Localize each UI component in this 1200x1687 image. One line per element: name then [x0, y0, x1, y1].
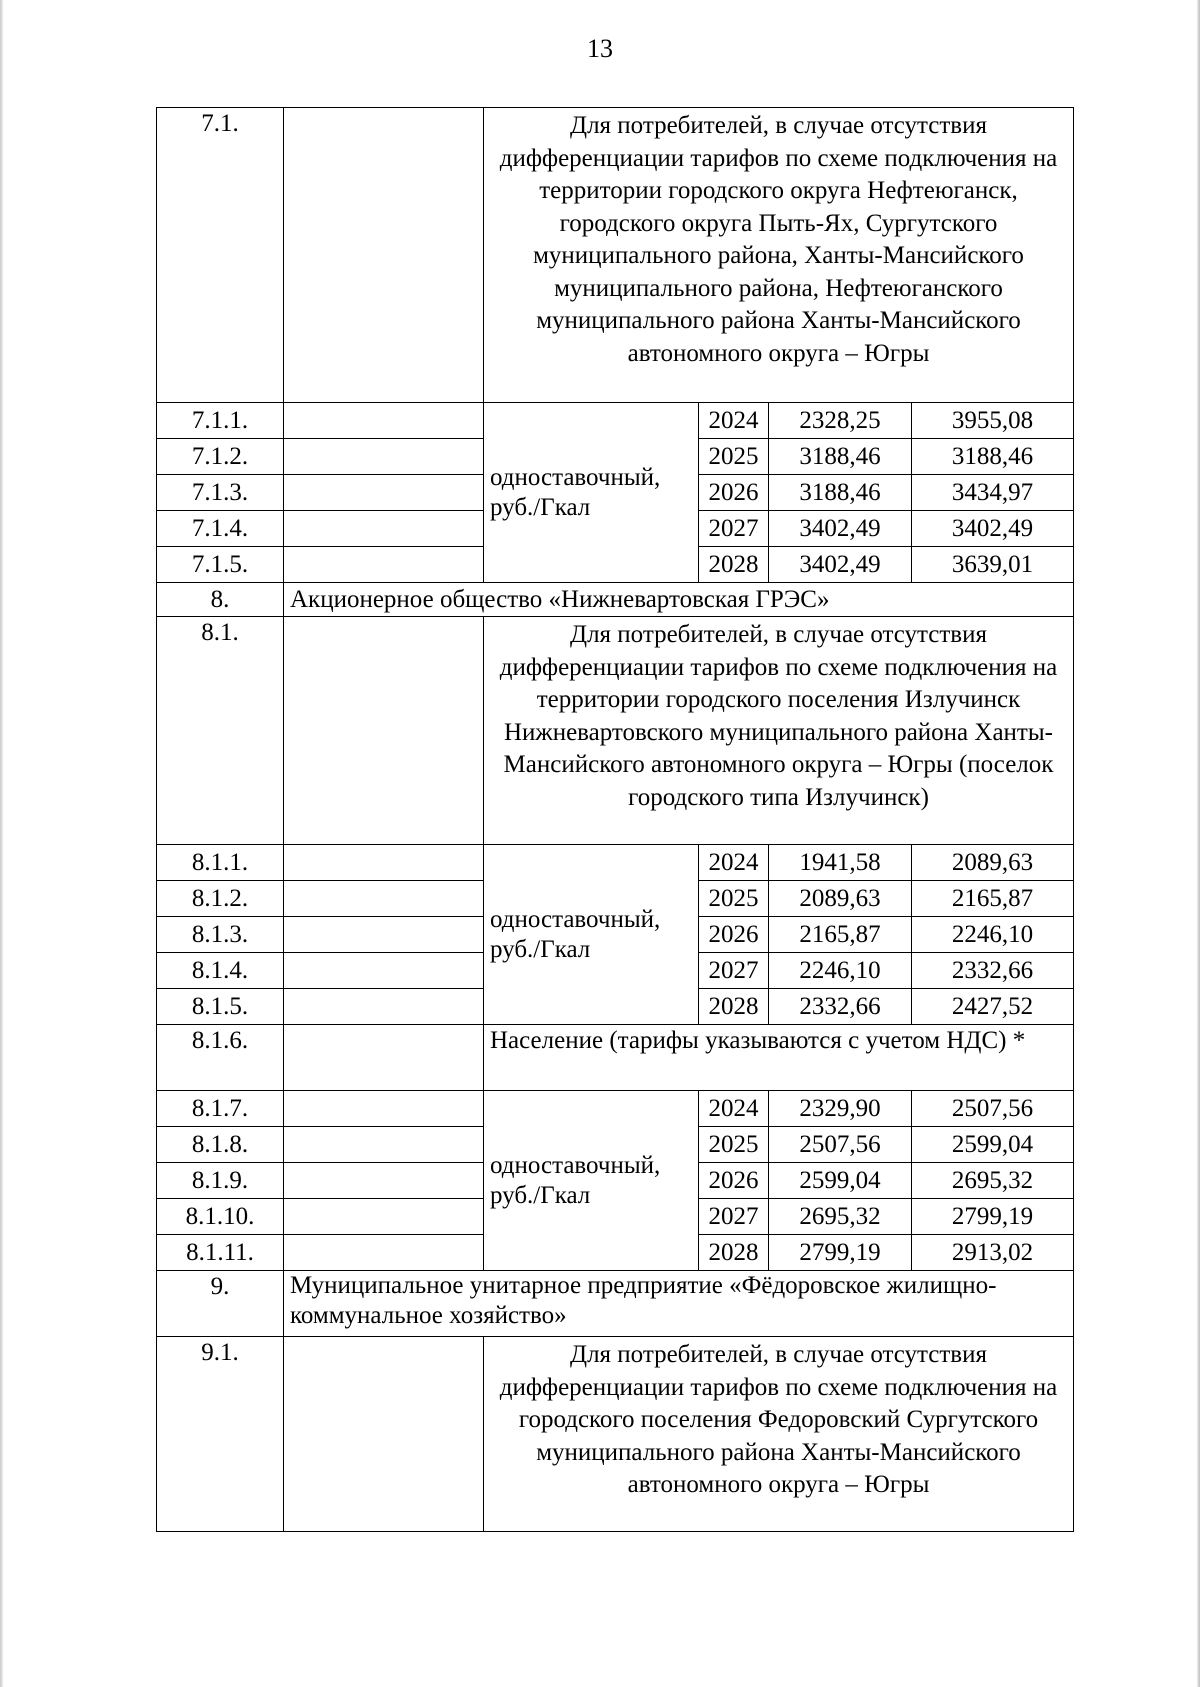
tariff-second-half: 2695,32	[912, 1163, 1074, 1199]
row-number: 7.1.1.	[157, 403, 284, 439]
row-number: 8.1.8.	[157, 1127, 284, 1163]
tariff-first-half: 2695,32	[769, 1199, 912, 1235]
organization-name: Акционерное общество «Нижневартовская ГРЭС»	[284, 583, 1074, 617]
row-number: 7.1.4.	[157, 511, 284, 547]
tariff-second-half: 2599,04	[912, 1127, 1074, 1163]
empty-cell	[284, 439, 484, 475]
tariff-first-half: 2165,87	[769, 917, 912, 953]
row-number: 8.1.5.	[157, 989, 284, 1025]
year-cell: 2025	[699, 439, 769, 475]
consumer-group-description: Для потребителей, в случае отсутствия дифференциации тарифов по схеме подключения на территории городского округа Нефтеюганск, городского округа Пыть-Ях, Сургутского муниципального района, Ханты-Мансийского муниципального района, Нефтеюганского муниципального района Ханты-Мансийского автономного округа – Югры	[484, 108, 1074, 403]
empty-cell	[284, 917, 484, 953]
table-row	[157, 617, 1074, 845]
row-number: 7.1.5.	[157, 547, 284, 583]
year-cell: 2027	[699, 953, 769, 989]
row-number: 8.1.1.	[157, 845, 284, 881]
empty-cell	[284, 1199, 484, 1235]
table-row	[157, 1271, 1074, 1337]
row-number: 8.1.3.	[157, 917, 284, 953]
year-cell: 2028	[699, 989, 769, 1025]
empty-cell	[284, 989, 484, 1025]
row-number: 8.1.6.	[157, 1025, 284, 1091]
year-cell: 2025	[699, 1127, 769, 1163]
tariff-second-half: 3434,97	[912, 475, 1074, 511]
empty-cell	[284, 617, 484, 845]
row-number: 7.1.	[157, 108, 284, 403]
tariff-second-half: 2165,87	[912, 881, 1074, 917]
tariff-second-half: 3955,08	[912, 403, 1074, 439]
table-row	[157, 1025, 1074, 1091]
tariff-second-half: 3402,49	[912, 511, 1074, 547]
row-number: 8.	[157, 583, 284, 617]
tariff-unit: одноставочный, руб./Гкал	[484, 403, 699, 583]
empty-cell	[284, 1025, 484, 1091]
empty-cell	[284, 1127, 484, 1163]
tariff-second-half: 2246,10	[912, 917, 1074, 953]
empty-cell	[284, 953, 484, 989]
empty-cell	[284, 547, 484, 583]
tariff-first-half: 2507,56	[769, 1127, 912, 1163]
tariff-second-half: 2332,66	[912, 953, 1074, 989]
tariff-first-half: 2332,66	[769, 989, 912, 1025]
empty-cell	[284, 1235, 484, 1271]
table-row	[157, 1091, 1074, 1127]
table-row	[157, 108, 1074, 403]
tariff-first-half: 2246,10	[769, 953, 912, 989]
tariff-second-half: 2427,52	[912, 989, 1074, 1025]
tariff-first-half: 2599,04	[769, 1163, 912, 1199]
page-number: 13	[587, 34, 613, 63]
empty-cell	[284, 511, 484, 547]
tariff-second-half: 2913,02	[912, 1235, 1074, 1271]
consumer-group-description: Для потребителей, в случае отсутствия дифференциации тарифов по схеме подключения на городского поселения Федоровский Сургутского муниципального района Ханты-Мансийского автономного округа – Югры	[484, 1337, 1074, 1532]
table-row	[157, 845, 1074, 881]
year-cell: 2028	[699, 1235, 769, 1271]
empty-cell	[284, 1337, 484, 1532]
year-cell: 2024	[699, 1091, 769, 1127]
consumer-group-description: Для потребителей, в случае отсутствия дифференциации тарифов по схеме подключения на территории городского поселения Излучинск Нижневартовского муниципального района Ханты-Мансийского автономного округа – Югры (поселок городского типа Излучинск)	[484, 617, 1074, 845]
table-row	[157, 403, 1074, 439]
year-cell: 2026	[699, 1163, 769, 1199]
tariff-first-half: 3188,46	[769, 475, 912, 511]
tariff-first-half: 2328,25	[769, 403, 912, 439]
tariff-first-half: 3402,49	[769, 547, 912, 583]
row-number: 7.1.3.	[157, 475, 284, 511]
row-number: 9.	[157, 1271, 284, 1337]
tariff-table	[156, 107, 1074, 1532]
scan-edge-left	[0, 0, 3, 1687]
empty-cell	[284, 845, 484, 881]
year-cell: 2025	[699, 881, 769, 917]
tariff-first-half: 2089,63	[769, 881, 912, 917]
tariff-first-half: 2799,19	[769, 1235, 912, 1271]
row-number: 8.1.10.	[157, 1199, 284, 1235]
row-number: 8.1.	[157, 617, 284, 845]
organization-name: Муниципальное унитарное предприятие «Фёдоровское жилищно-коммунальное хозяйство»	[284, 1271, 1074, 1337]
row-number: 8.1.11.	[157, 1235, 284, 1271]
tariff-first-half: 1941,58	[769, 845, 912, 881]
row-number: 8.1.2.	[157, 881, 284, 917]
empty-cell	[284, 881, 484, 917]
empty-cell	[284, 1091, 484, 1127]
table-row	[157, 583, 1074, 617]
consumer-group-description: Население (тарифы указываются с учетом НДС) *	[484, 1025, 1074, 1091]
tariff-first-half: 2329,90	[769, 1091, 912, 1127]
tariff-unit: одноставочный, руб./Гкал	[484, 1091, 699, 1271]
empty-cell	[284, 108, 484, 403]
year-cell: 2026	[699, 475, 769, 511]
row-number: 9.1.	[157, 1337, 284, 1532]
year-cell: 2027	[699, 511, 769, 547]
table-row	[157, 1337, 1074, 1532]
tariff-second-half: 2799,19	[912, 1199, 1074, 1235]
tariff-second-half: 3188,46	[912, 439, 1074, 475]
year-cell: 2027	[699, 1199, 769, 1235]
row-number: 8.1.4.	[157, 953, 284, 989]
year-cell: 2024	[699, 845, 769, 881]
year-cell: 2024	[699, 403, 769, 439]
tariff-second-half: 3639,01	[912, 547, 1074, 583]
tariff-unit: одноставочный, руб./Гкал	[484, 845, 699, 1025]
tariff-first-half: 3188,46	[769, 439, 912, 475]
row-number: 8.1.7.	[157, 1091, 284, 1127]
empty-cell	[284, 403, 484, 439]
empty-cell	[284, 1163, 484, 1199]
tariff-second-half: 2089,63	[912, 845, 1074, 881]
tariff-second-half: 2507,56	[912, 1091, 1074, 1127]
tariff-first-half: 3402,49	[769, 511, 912, 547]
year-cell: 2026	[699, 917, 769, 953]
row-number: 7.1.2.	[157, 439, 284, 475]
year-cell: 2028	[699, 547, 769, 583]
row-number: 8.1.9.	[157, 1163, 284, 1199]
empty-cell	[284, 475, 484, 511]
